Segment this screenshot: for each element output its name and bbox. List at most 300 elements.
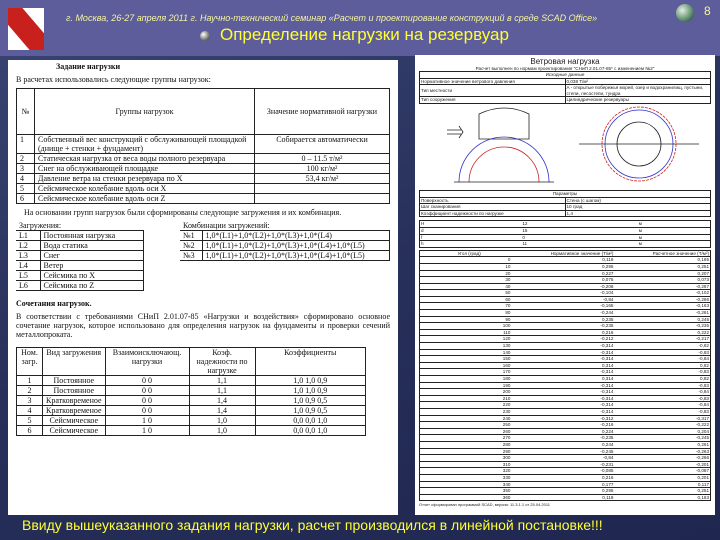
wind-row-cell: 230 [420,408,519,415]
group-row-cell: Снег на обслуживающей площадке [35,164,255,174]
wind-row-cell: -0,83 [614,349,710,356]
group-row [17,194,390,204]
wind-row-cell: -0,82 [614,343,710,350]
combo-row-cell: №1 [180,231,202,241]
wind-row [420,263,711,270]
wind-row-cell: 0,177 [518,481,614,488]
wind-row-cell: -0,83 [614,408,710,415]
wind-row-cell: 0,235 [518,316,614,323]
coef-row-cell: 1 [17,376,43,386]
coef-row-cell: 0 0 [105,406,189,416]
wind-row-cell: -0,312 [518,415,614,422]
wind-subtitle: Расчет выполнен по нормам проектирования "СНиП 2.01.07-85* с изменением №2" [475,66,655,71]
combos-title: Комбинации загружений: [180,221,390,231]
coef-row-cell: 5 [17,416,43,426]
pressure-half-circle [454,137,554,182]
wind-row-cell: 0,295 [518,263,614,270]
load-row-cell: Сейсмика по Z [40,281,144,291]
source-title: Исходные данные [420,72,711,79]
wind-row-cell: -0,83 [614,369,710,376]
wind-row-cell: 0,227 [518,270,614,277]
dim-row-cell: 11 [521,241,637,248]
wind-row-cell: 0,207 [614,270,710,277]
wind-row-cell: 0,117 [614,481,710,488]
combo-row [180,251,390,261]
wind-row-cell: 90 [420,316,519,323]
coef-row-cell: 1,0 [189,416,255,426]
group-row-cell: 3 [17,164,35,174]
group-row [17,174,390,184]
wind-row [420,316,711,323]
wind-row [420,382,711,389]
wind-row-cell: 0,82 [614,376,710,383]
group-row-cell [255,194,390,204]
wind-row-cell: -0,314 [518,349,614,356]
param-row [420,210,711,217]
wind-row-cell: -0,085 [518,468,614,475]
group-row-cell: 4 [17,174,35,184]
wind-row [420,369,711,376]
load-row-cell: L1 [16,231,40,241]
wind-row-cell: -0,087 [614,468,710,475]
wind-title: Ветровая нагрузка [530,57,600,66]
dim-row-cell: d [420,227,522,234]
param-row-cell: Стена (с шагом) [565,197,711,204]
combo-row [180,241,390,251]
combo-row-cell: №2 [180,241,202,251]
wind-row-cell: 160 [420,362,519,369]
coef-row-cell: Постоянное [43,386,106,396]
wind-row [420,474,711,481]
coef-row [17,396,366,406]
dims-table [419,220,711,247]
dim-row [420,221,711,228]
wind-row-cell: -0,314 [518,389,614,396]
coef-row-cell: 1,0 0,9 0,5 [255,396,365,406]
source-row-cell: Нормативное значение ветрового давления [420,78,566,85]
wind-row-cell: -0,235 [614,323,710,330]
combinations-text: В соответствии с требованиями СНиП 2.01.07-85 «Нагрузки и воздействия» сформировано основное сочетание нагрузок, которое использовано для определения нагрузок на фундаменты и проверки сечений металлопроката. [16,312,390,339]
source-row [420,85,711,97]
wind-row-cell: 0,163 [614,494,710,501]
wind-row-cell: 120 [420,336,519,343]
col-header: Ном. загр. [17,348,43,376]
coef-row-cell: 1,0 0,9 0,5 [255,406,365,416]
source-row-cell: 0,038 Т/м² [565,78,711,85]
dim-row-cell: м [638,227,711,234]
dim-row-cell: 0 [521,234,637,241]
combo-row-cell: 1,0*(L1)+1,0*(L2)+1,0*(L3)+1,0*(L4)+1,0*(L5) [202,241,390,251]
wind-row [420,488,711,495]
wind-row [420,389,711,396]
coef-row [17,426,366,436]
wind-row-cell: 0,222 [614,329,710,336]
param-row-cell: 10 град [565,204,711,211]
dim-row-cell: 15 [521,227,637,234]
wind-row [420,422,711,429]
wind-row [420,270,711,277]
wind-row-cell: 0 [420,257,519,264]
wind-row-cell: 0,201 [614,474,710,481]
load-row-cell: L2 [16,241,40,251]
wind-row-cell: 320 [420,468,519,475]
wind-row-cell: 280 [420,441,519,448]
group-row-cell [255,184,390,194]
wind-row [420,481,711,488]
wind-row-cell: -0,314 [518,343,614,350]
wind-row-cell: 180 [420,376,519,383]
coef-row-cell: 1,1 [189,386,255,396]
wind-row [420,448,711,455]
wind-row-cell: -0,222 [614,422,710,429]
group-row-cell: 2 [17,154,35,164]
wind-row-cell: 110 [420,329,519,336]
load-row-cell: L3 [16,251,40,261]
load-groups-table [16,88,390,204]
param-row-cell: Шаг сканирования [420,204,566,211]
coef-row-cell: 1,0 [189,426,255,436]
load-row [16,241,144,251]
source-row-cell: Цилиндрические резервуары [565,97,711,104]
loads-table [16,221,144,291]
wind-row-cell: 190 [420,382,519,389]
param-row [420,197,711,204]
page-number: 8 [704,4,711,18]
col-header: Вид загружения [43,348,106,376]
coef-row-cell: 6 [17,426,43,436]
coefficients-table [16,347,366,436]
source-row-cell: Тип местности [420,85,566,97]
wind-row-cell: 0,216 [518,474,614,481]
wind-row-cell: -0,287 [614,283,710,290]
wind-row-cell: 100 [420,323,519,330]
coef-row [17,376,366,386]
wind-row-cell: -0,235 [518,435,614,442]
coef-row-cell: 0 0 [105,396,189,406]
wind-row-cell: -0,165 [518,303,614,310]
combo-row-cell: №3 [180,251,202,261]
group-row [17,135,390,154]
wind-row-cell: -0,206 [518,283,614,290]
coef-row [17,386,366,396]
wind-row [420,336,711,343]
wind-row-cell: 150 [420,356,519,363]
load-row-cell: L5 [16,271,40,281]
col-header: Группы нагрузок [35,89,255,135]
combo-row-cell: 1,0*(L1)+1,0*(L2)+1,0*(L3)+1,0*(L4) [202,231,390,241]
wind-row-cell: -0,314 [518,356,614,363]
source-row [420,97,711,104]
wind-row-cell: 130 [420,343,519,350]
group-row-cell: Давление ветра на стенки резервуара по X [35,174,255,184]
load-row-cell: L4 [16,261,40,271]
wind-row [420,376,711,383]
wind-row [420,408,711,415]
load-row [16,271,144,281]
group-row-cell: Статическая нагрузка от веса воды полного резервуара [35,154,255,164]
wind-row-cell: 80 [420,310,519,317]
group-row-cell: 0 – 11.5 т/м² [255,154,390,164]
intro-text: В расчетах использовались следующие группы нагрузок: [16,75,211,84]
col-header: Угол (град) [420,250,519,257]
params-table [419,190,711,217]
wind-row-cell: -0,266 [614,296,710,303]
wind-row-cell: -0,314 [518,395,614,402]
wind-row-cell: 340 [420,481,519,488]
group-row-cell: 53,4 кг/м² [255,174,390,184]
load-row-cell: Сейсмика по X [40,271,144,281]
wind-row-cell: 240 [420,415,519,422]
wind-row-cell: -0,266 [614,455,710,462]
source-table [419,71,711,104]
wind-row-cell: 0,075 [518,277,614,284]
wind-row-cell: -0,231 [518,461,614,468]
load-row [16,261,144,271]
col-header: Расчетное значение (Т/м²) [614,250,710,257]
wind-row [420,494,711,501]
wind-row-cell: 200 [420,389,519,396]
wind-row-cell: -0,201 [614,461,710,468]
wind-row-cell: 0,251 [614,488,710,495]
wind-row-cell: 330 [420,474,519,481]
wind-row [420,349,711,356]
param-row-cell: 1,4 [565,210,711,217]
wind-row-cell: -0,84 [614,402,710,409]
wind-row-cell: 0,261 [614,441,710,448]
dim-row-cell: м [638,241,711,248]
wind-row-cell: -0,245 [518,448,614,455]
wind-row-cell: -0,84 [614,389,710,396]
wind-row-cell: 0,82 [614,362,710,369]
wind-row [420,428,711,435]
wind-row-cell: 220 [420,402,519,409]
coef-row-cell: 0 0 [105,376,189,386]
coef-row-cell: 1,1 [189,376,255,386]
wind-row-cell: 310 [420,461,519,468]
wind-row [420,395,711,402]
wind-row-cell: 50 [420,290,519,297]
tank-section-diagram [447,108,529,139]
wind-row-cell: -0,314 [518,369,614,376]
col-header: № [17,89,35,135]
load-row-cell: Ветер [40,261,144,271]
wind-row-cell: 30 [420,277,519,284]
combo-row [180,231,390,241]
coef-row-cell: Сейсмическое [43,426,106,436]
param-row-cell: Поверхность [420,197,566,204]
wind-row-cell: 0,204 [614,428,710,435]
coef-row [17,416,366,426]
dim-row-cell: h [420,241,522,248]
wind-row [420,356,711,363]
coef-row-cell: 0,0 0,0 1,0 [255,426,365,436]
wind-row-cell: -0,314 [518,408,614,415]
wind-row [420,402,711,409]
wind-values-table [419,250,711,502]
wind-row-cell: -0,317 [614,415,710,422]
based-on-text: На основании групп нагрузок были сформированы следующие загружения и их комбинация. [24,208,342,217]
coef-row-cell: 1,0 1,0 0,9 [255,376,365,386]
wind-row-cell: -0,261 [614,310,710,317]
wind-row-cell: -0,244 [518,310,614,317]
params-title: Параметры [420,190,711,197]
col-header: Взаимоисключающ. нагрузки [105,348,189,376]
wind-row-cell: -0,245 [614,435,710,442]
wind-row-cell: 0,244 [518,441,614,448]
coef-row-cell: Сейсмическое [43,416,106,426]
wind-row-cell: -0,217 [614,336,710,343]
dim-row-cell: м [638,234,711,241]
group-row-cell: 100 кг/м² [255,164,390,174]
wind-row-cell: -0,102 [614,290,710,297]
loads-title: Загружения: [16,221,144,231]
wind-row-cell: 260 [420,428,519,435]
source-row-cell: A - открытые побережья морей, озер и водохранилищ, пустыни, степи, лесостепи, тундра [565,85,711,97]
source-row-cell: Тип сооружения [420,97,566,104]
wind-row [420,283,711,290]
wind-row [420,303,711,310]
wind-row-cell: 170 [420,369,519,376]
dim-row-cell: H [420,221,522,228]
wind-row-cell: -0,104 [518,290,614,297]
wind-row-cell: 0,165 [614,257,710,264]
coef-row-cell: 3 [17,396,43,406]
wind-row-cell: 290 [420,448,519,455]
coef-row-cell: 1,4 [189,396,255,406]
pressure-circle-diagram [579,107,699,181]
group-row-cell: 6 [17,194,35,204]
wind-row [420,343,711,350]
coef-row-cell: Кратковременое [43,406,106,416]
coef-row-cell: Постоянное [43,376,106,386]
load-row-cell: L6 [16,281,40,291]
wind-row [420,290,711,297]
dim-row [420,234,711,241]
conclusion-text: Ввиду вышеуказанного задания нагрузки, расчет производился в линейной постановке!!! [22,517,603,533]
wind-row-cell: 140 [420,349,519,356]
coef-row-cell: 1 0 [105,426,189,436]
wind-row-cell: 0,295 [518,488,614,495]
wind-row-cell: 0,314 [518,362,614,369]
coef-row-cell: 1 0 [105,416,189,426]
report-footer: Отчет сформирован программой SCAD, версия: 11.3.1.1 от 25.04.2011 [419,502,551,508]
wind-row [420,455,711,462]
coef-row-cell: 0,0 0,0 1,0 [255,416,365,426]
globe-icon [676,4,694,22]
wind-arrow-icon [447,126,463,138]
wind-row-cell: 10 [420,263,519,270]
col-header: Коэффициенты [255,348,365,376]
wind-row [420,362,711,369]
load-row [16,281,144,291]
wind-row [420,257,711,264]
wind-row-cell: 60 [420,296,519,303]
wind-row-cell: 0,216 [518,329,614,336]
wind-row [420,329,711,336]
load-row [16,251,144,261]
load-task-document [8,60,398,515]
wind-row-cell: 0,118 [518,257,614,264]
combinations-heading: Сочетания нагрузок. [16,299,92,308]
wind-row [420,468,711,475]
wind-row [420,415,711,422]
wind-load-document [415,55,715,515]
wind-row-cell: -0,263 [614,448,710,455]
col-header: Значение нормативной нагрузки [255,89,390,135]
bullet-icon [200,31,210,41]
wind-row-cell: -0,314 [518,402,614,409]
group-row-cell: 5 [17,184,35,194]
dim-row-cell: 12 [521,221,637,228]
wind-row [420,461,711,468]
wind-row-cell: 350 [420,488,519,495]
wind-row-cell: -0,212 [518,336,614,343]
load-row-cell: Вода статика [40,241,144,251]
wind-row-cell: 270 [420,435,519,442]
col-header: Коэф. надежности по нагрузке [189,348,255,376]
wind-row-cell: -0,84 [614,356,710,363]
wind-row-cell: 40 [420,283,519,290]
coef-row-cell: 2 [17,386,43,396]
wind-row-cell: 250 [420,422,519,429]
slide-title: Определение нагрузки на резервуар [220,25,509,44]
load-row [16,231,144,241]
group-row [17,154,390,164]
wind-row-cell: -0,216 [518,422,614,429]
seminar-caption: г. Москва, 26-27 апреля 2011 г. Научно-технический семинар «Расчет и проектирование конструкций в среде SCAD Office» [66,13,598,23]
wind-row-cell: 0,224 [518,428,614,435]
dim-row-cell: f [420,234,522,241]
dim-row [420,241,711,248]
param-row-cell: Коэффициент надежности по нагрузке [420,210,566,217]
group-row-cell: 1 [17,135,35,154]
wind-row-cell: 70 [420,303,519,310]
wind-row-cell: 0,073 [614,277,710,284]
wind-row-cell: 0,314 [518,376,614,383]
wind-row [420,441,711,448]
slide-header [0,0,720,56]
param-row [420,204,711,211]
dim-row-cell: м [638,221,711,228]
wind-row-cell: 0,251 [614,263,710,270]
group-row-cell: Сейсмическое колебание вдоль оси X [35,184,255,194]
wind-row-cell: -0,84 [518,455,614,462]
wind-row [420,435,711,442]
wind-row-cell: -0,84 [518,296,614,303]
wind-row-cell: -0,83 [614,382,710,389]
wind-row [420,310,711,317]
logo-icon [8,8,44,50]
wind-row-cell: 0,245 [614,316,710,323]
coef-row-cell: 0 0 [105,386,189,396]
group-row [17,184,390,194]
wind-row-cell: 360 [420,494,519,501]
coef-row-cell: 1,4 [189,406,255,416]
group-row [17,164,390,174]
source-row [420,78,711,85]
wind-row [420,323,711,330]
wind-row-cell: -0,83 [614,395,710,402]
wind-row-cell: -0,163 [614,303,710,310]
col-header: Нормативное значение (Т/м²) [518,250,614,257]
wind-row-cell: 20 [420,270,519,277]
group-row-cell: Собственный вес конструкций с обслуживающей площадкой (днище + стенки + фундамент) [35,135,255,154]
wind-row-cell: 210 [420,395,519,402]
wind-row [420,296,711,303]
wind-row-cell: -0,314 [518,382,614,389]
group-row-cell: Сейсмическое колебание вдоль оси Z [35,194,255,204]
coef-row-cell: 1,0 1,0 0,9 [255,386,365,396]
